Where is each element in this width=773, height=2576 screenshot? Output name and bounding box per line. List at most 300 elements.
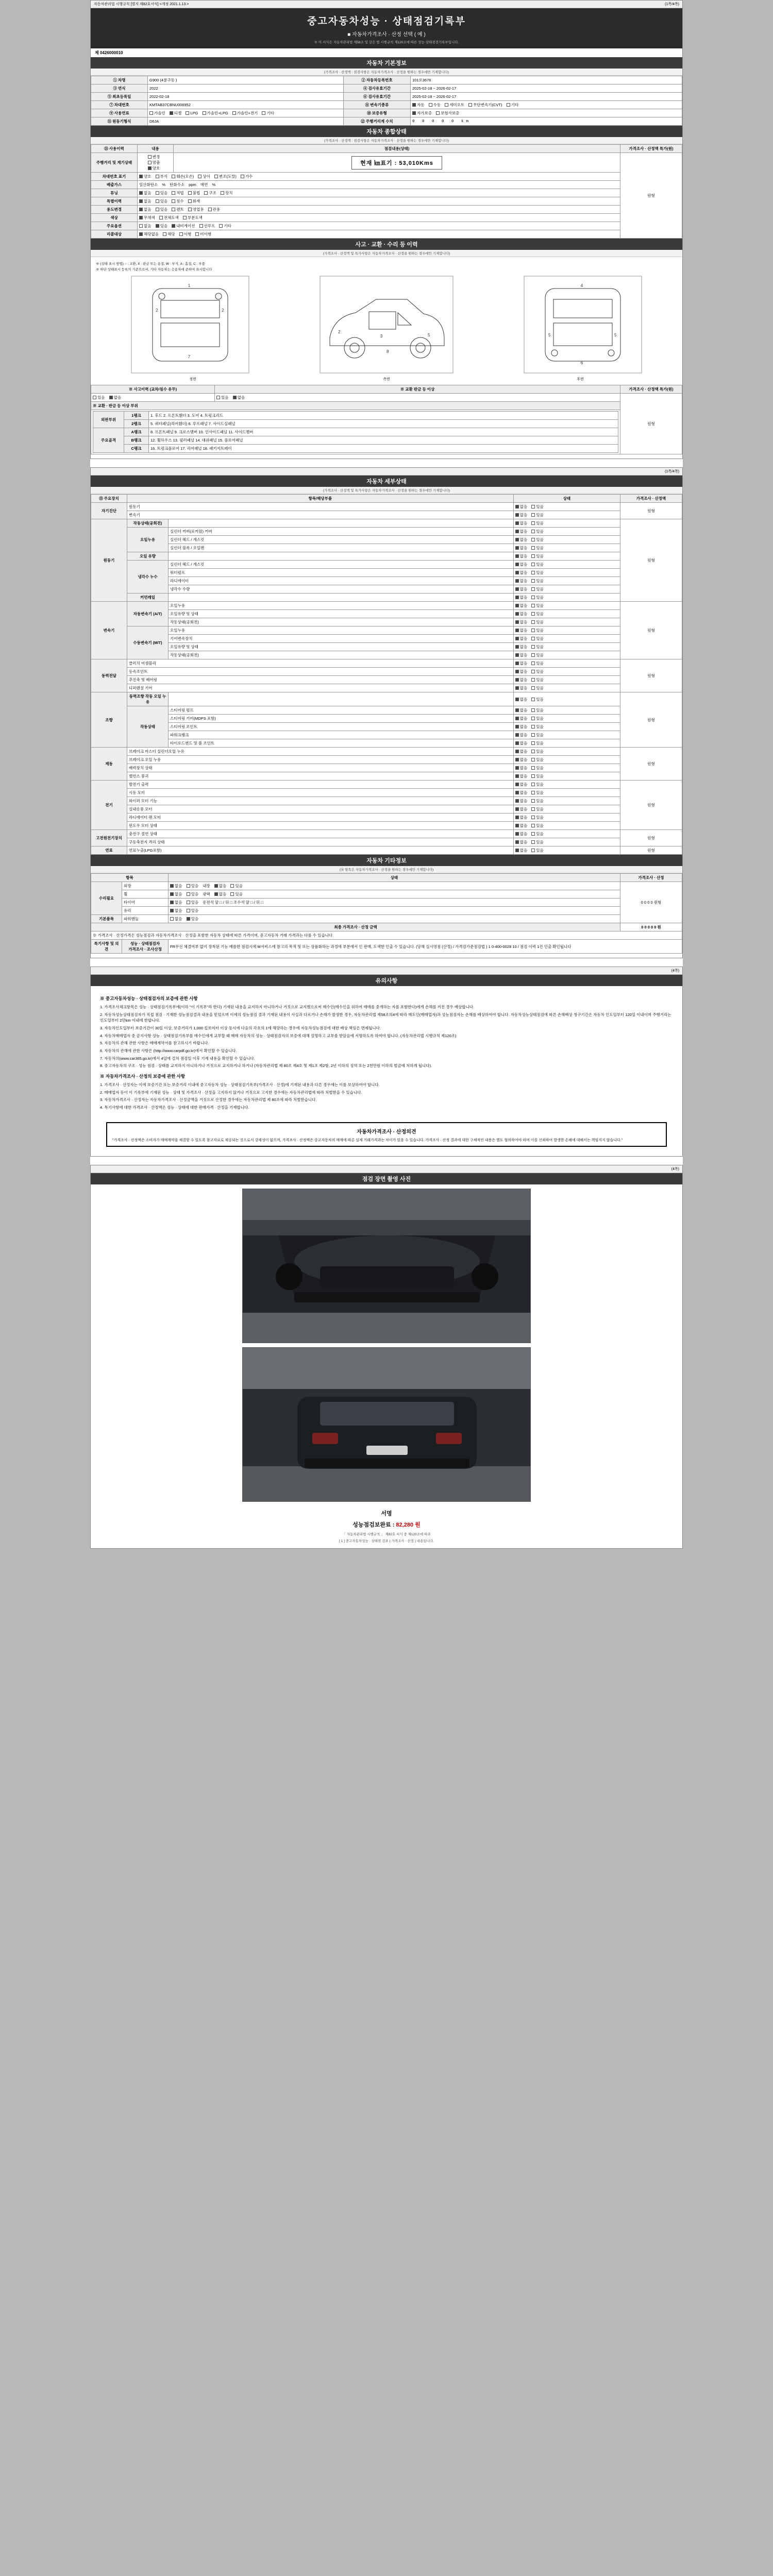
checkbox-vin-good[interactable]: 양호	[139, 174, 152, 179]
notice-item: 2. 자동차성능상태점검자가 직접 점검 · 기재한 성능점검결과 내용을 믿었으며 이에의 성능점검 결과 기재된 내용이 사실과 다르거나 손해가 발생한 경우, 자동차관리법 제58조의4에 따라 매도인(매매업자)과 성능점검자는 손해를 배상하여야 합니다. 자동차성능상태점검에 따른 손해배상 청구기간은 자동차 인도일부터 120일 이내이며 주행거리는 인도일부터 2만km 이내에 한합니다.	[100, 1012, 671, 1023]
final-price-value: 0 0 0 0 0 원	[620, 923, 682, 931]
document-number-label: 제	[95, 50, 99, 55]
checkbox-tire-none[interactable]: 없음	[170, 900, 182, 905]
checkbox-polish-none[interactable]: 없음	[214, 891, 227, 897]
table-row	[91, 626, 682, 635]
overall-row-label-tuning: 튜닝	[91, 189, 138, 197]
overall-row-label-color: 색상	[91, 214, 138, 222]
checkbox-state-yes[interactable]: 있음	[531, 685, 544, 691]
document-number-row	[91, 48, 682, 57]
checkbox-state-yes[interactable]: 있음	[531, 603, 544, 608]
detail-price-transmission: 원형	[620, 602, 682, 659]
checkbox-state-none[interactable]: 없음	[170, 883, 182, 889]
checkbox-state-yes[interactable]: 있음	[531, 628, 544, 633]
notice-item: 6. 자동차의 관해에 관한 사항은 (http://www.carpdf.go.kr)에서 확인할 수 있습니다.	[100, 1048, 237, 1053]
checkbox-state-none[interactable]: 없음	[515, 790, 528, 795]
basic-value-firstreg: 2022-02-18	[148, 93, 344, 101]
table-row	[91, 536, 682, 544]
checkbox-state-none[interactable]: 없음	[515, 644, 528, 650]
checkbox-recall-done[interactable]: 이행	[179, 231, 192, 237]
detail-state-fuelleak	[513, 846, 620, 855]
detail-price-engine: 원형	[620, 519, 682, 602]
checkbox-mileage-stopped[interactable]: 멈춤	[148, 160, 160, 165]
checkbox-color-original[interactable]: 무채색	[139, 215, 155, 221]
table-row	[91, 117, 682, 126]
checkbox-warranty-insurance[interactable]: 보험사보증	[436, 110, 459, 116]
table-row	[91, 101, 682, 109]
frame-tier-c: C랭크	[124, 445, 149, 453]
checkbox-usechange-yes[interactable]: 있음	[156, 207, 168, 212]
checkbox-tuning-legal[interactable]: 적법	[172, 190, 184, 196]
damage-diagram-area	[91, 257, 682, 385]
checkbox-fuel-gas-electric[interactable]: 가솔린+전기	[232, 110, 258, 116]
detail-sub-oilamount: 오일 유량	[127, 552, 169, 561]
checkbox-state-yes[interactable]: 있음	[531, 782, 544, 787]
checkbox-state-yes[interactable]: 있음	[531, 562, 544, 567]
checkbox-state-yes[interactable]: 있음	[531, 724, 544, 730]
basic-label-year: ③ 연식	[91, 84, 148, 93]
svg-text:2: 2	[156, 308, 158, 313]
checkbox-state-none[interactable]: 없음	[515, 831, 528, 837]
checkbox-state-yes[interactable]: 있음	[531, 765, 544, 771]
detail-group-fuel: 연료	[91, 846, 127, 855]
checkbox-vin-altered[interactable]: 변조(도말)	[214, 174, 237, 179]
basic-value-carname: G900 (4륜구동 )	[148, 76, 344, 84]
checkbox-state-yes[interactable]: 있음	[531, 644, 544, 650]
odometer-reading: 현재 ㎞표기 : 53,010Kms	[351, 156, 442, 170]
other-item-exterior: 외장	[122, 882, 169, 890]
detail-sub-mt: 수동변속기 (M/T)	[127, 626, 169, 659]
checkbox-state-none[interactable]: 없음	[515, 798, 528, 804]
accident-price-value: 원형	[620, 394, 682, 454]
checkbox-state-yes[interactable]: 있음	[531, 823, 544, 828]
detail-item-clutch: 클러치 어셈블리	[127, 659, 514, 668]
checkbox-state-none[interactable]: 없음	[515, 773, 528, 779]
overall-row-value-color	[138, 214, 620, 222]
checkbox-state-none[interactable]: 없음	[515, 749, 528, 754]
checkbox-transmission-cvt[interactable]: 무단변속기(CVT)	[468, 102, 502, 108]
detail-state-cylinderhead	[513, 536, 620, 544]
other-group-repair: 수리필요	[91, 882, 122, 915]
car-diagram-row	[96, 273, 677, 377]
detail-item-radiator: 라디에이터	[169, 577, 514, 585]
table-row	[91, 890, 682, 899]
checkbox-state-none[interactable]: 없음	[170, 891, 182, 897]
checkbox-state-none[interactable]: 없음	[515, 823, 528, 828]
checkbox-usechange-none[interactable]: 없음	[139, 207, 152, 212]
table-row	[91, 402, 682, 410]
appraisal-opinion-title: 자동차가격조사 · 산정의견	[357, 1129, 416, 1136]
checkbox-state-yes[interactable]: 있음	[531, 611, 544, 617]
table-row	[91, 715, 682, 723]
svg-text:1: 1	[188, 283, 191, 288]
detail-sub-at: 자동변속기 (A/T)	[127, 602, 169, 626]
checkbox-state-yes[interactable]: 있음	[187, 891, 199, 897]
checkbox-state-yes[interactable]: 있음	[531, 716, 544, 721]
checkbox-state-none[interactable]: 없음	[515, 553, 528, 559]
document-number-value: 0426000010	[99, 50, 123, 55]
checkbox-interior-none[interactable]: 없음	[214, 883, 227, 889]
emission-hc-unit: ppm	[189, 182, 196, 187]
other-col-price: 가격조사 · 산정	[620, 874, 682, 882]
basic-label-carname: ① 차명	[91, 76, 148, 84]
checkbox-vin-corrosion[interactable]: 부식	[156, 174, 168, 179]
checkbox-state-none[interactable]: 없음	[515, 628, 528, 633]
detail-item-balance: 밸런스 붕괴	[127, 772, 514, 781]
table-row	[91, 651, 682, 659]
page-number-2: (1쪽/4쪽)	[665, 470, 679, 473]
frame-tier-a: A랭크	[124, 428, 149, 436]
checkbox-state-none[interactable]: 없음	[515, 660, 528, 666]
checkbox-state-yes[interactable]: 있음	[531, 545, 544, 551]
checkbox-state-none[interactable]: 없음	[515, 545, 528, 551]
basic-value-transmission	[411, 101, 682, 109]
inspection-fee-row	[91, 1518, 682, 1531]
checkbox-color-partial-repaint[interactable]: 부분도색	[183, 215, 203, 221]
checkbox-usechange-rent[interactable]: 렌트	[172, 207, 184, 212]
checkbox-state-yes[interactable]: 있음	[531, 595, 544, 600]
checkbox-state-yes[interactable]: 있음	[531, 848, 544, 853]
checkbox-state-none[interactable]: 없음	[515, 636, 528, 641]
detail-item-steering-oilleak	[169, 692, 514, 706]
rear-view-photo	[242, 1347, 531, 1502]
detail-state-balance	[513, 772, 620, 781]
checkbox-state-yes[interactable]: 있음	[531, 773, 544, 779]
checkbox-state-yes[interactable]: 있음	[531, 586, 544, 592]
checkbox-state-none[interactable]: 없음	[515, 595, 528, 600]
inspection-fee-label: 성능점검보완료 :	[352, 1522, 395, 1529]
basic-label-platenumber: ② 자동차등록번호	[344, 76, 411, 84]
detail-col-state: 상태	[513, 495, 620, 503]
svg-text:3: 3	[380, 334, 383, 338]
checkbox-state-yes[interactable]: 있음	[187, 883, 199, 889]
detail-item-mastercylinder: 브레이크 마스터 실린더오일 누유	[127, 748, 514, 756]
checkbox-tuning-none[interactable]: 없음	[139, 190, 152, 196]
checkbox-transmission-auto[interactable]: 자동	[412, 102, 425, 108]
checkbox-state-none[interactable]: 없음	[515, 669, 528, 674]
checkbox-state-yes[interactable]: 있음	[531, 707, 544, 713]
basic-info-table	[91, 76, 682, 126]
checkbox-state-yes[interactable]: 있음	[531, 677, 544, 683]
checkbox-state-none[interactable]: 없음	[515, 619, 528, 625]
detail-item-at-oilamount: 오일유량 및 상태	[169, 610, 514, 618]
checkbox-state-none[interactable]: 없음	[515, 707, 528, 713]
table-row	[91, 706, 682, 715]
checkbox-state-none[interactable]: 없음	[515, 740, 528, 746]
checkbox-state-none[interactable]: 없음	[515, 603, 528, 608]
other-item-wheel: 휠	[122, 890, 169, 899]
table-row	[91, 394, 682, 402]
checkbox-state-yes[interactable]: 있음	[531, 697, 544, 702]
detail-state-mt-oilleak	[513, 626, 620, 635]
checkbox-fuel-gasoline[interactable]: 가솔린	[149, 110, 165, 116]
detail-state-alternator	[513, 781, 620, 789]
emission-co-label: 일산화탄소	[139, 182, 158, 187]
overall-state-table	[91, 144, 682, 239]
checkbox-state-none[interactable]: 없음	[515, 765, 528, 771]
frame-tier-2: 2랭크	[124, 420, 149, 428]
checkbox-tuning-structure[interactable]: 구조	[204, 190, 216, 196]
detail-state-steering-oilleak	[513, 692, 620, 706]
final-price-label: 최종 가격조사 · 산정 금액	[91, 923, 620, 931]
checkbox-mileage-changed[interactable]: 변경	[148, 154, 160, 160]
checkbox-state-none[interactable]: 없음	[515, 697, 528, 702]
overall-row-value-recall	[138, 230, 620, 239]
checkbox-powerhandle-yes[interactable]: 있음	[187, 916, 199, 922]
checkbox-glass-none[interactable]: 없음	[170, 908, 182, 913]
checkbox-state-none[interactable]: 없음	[515, 848, 528, 853]
checkbox-warranty-self[interactable]: 자가보증	[412, 110, 432, 116]
checkbox-state-none[interactable]: 없음	[515, 782, 528, 787]
checkbox-exchange-yes[interactable]: 있음	[216, 395, 229, 400]
detail-item-oilamount	[169, 552, 514, 561]
checkbox-recall-applicable[interactable]: 해당	[163, 231, 175, 237]
checkbox-special-none[interactable]: 없음	[139, 198, 152, 204]
checkbox-state-yes[interactable]: 있음	[531, 570, 544, 575]
checkbox-special-flood[interactable]: 침수	[172, 198, 184, 204]
checkbox-state-none[interactable]: 없음	[515, 537, 528, 543]
checkbox-state-yes[interactable]: 있음	[531, 504, 544, 510]
checkbox-interior-yes[interactable]: 있음	[230, 883, 243, 889]
checkbox-state-none[interactable]: 없음	[515, 757, 528, 762]
svg-text:2: 2	[222, 308, 224, 313]
checkbox-state-none[interactable]: 없음	[515, 677, 528, 683]
section-title-notice: 유의사항	[91, 975, 682, 986]
detail-state-table	[91, 494, 682, 855]
checkbox-state-yes[interactable]: 있음	[531, 529, 544, 534]
checkbox-state-none[interactable]: 없음	[515, 611, 528, 617]
frame-group-main: 주요골격	[93, 428, 124, 453]
checkbox-usechange-business[interactable]: 영업용	[188, 207, 204, 212]
table-row	[91, 618, 682, 626]
overall-mileage-display	[174, 153, 620, 173]
table-row	[91, 789, 682, 797]
table-row	[91, 93, 682, 101]
overall-row-label-usechange: 용도변경	[91, 206, 138, 214]
table-row	[91, 181, 682, 189]
other-state-wheel	[169, 890, 620, 899]
checkbox-state-yes[interactable]: 있음	[531, 520, 544, 526]
detail-group-powertrain: 동력전달	[91, 659, 127, 692]
checkbox-state-none[interactable]: 없음	[515, 562, 528, 567]
exchange-history-label: ※ 교환 판금 등 이상	[215, 385, 620, 394]
checkbox-state-yes[interactable]: 있음	[531, 512, 544, 518]
checkbox-state-none[interactable]: 없음	[515, 504, 528, 510]
checkbox-special-yes[interactable]: 있음	[156, 198, 168, 204]
table-row	[91, 585, 682, 594]
detail-item-at-oilleak: 오일누유	[169, 602, 514, 610]
checkbox-state-yes[interactable]: 있음	[531, 740, 544, 746]
table-row	[91, 838, 682, 846]
basic-value-vin: KMTAB37CBNU006952	[148, 101, 344, 109]
checkbox-vin-damage[interactable]: 훼손(오손)	[172, 174, 194, 179]
checkbox-accident-yes[interactable]: 있음	[93, 395, 105, 400]
emission-co-unit: %	[162, 182, 165, 187]
checkbox-state-yes[interactable]: 있음	[531, 732, 544, 738]
basic-value-year: 2022	[148, 84, 344, 93]
checkbox-polish-yes[interactable]: 있음	[230, 891, 243, 897]
detail-col-part: 항목/해당부품	[127, 495, 514, 503]
checkbox-transmission-semiauto[interactable]: 세미오토	[445, 102, 464, 108]
checkbox-vin-added[interactable]: 가수	[241, 174, 253, 179]
view-label-front: 정면	[189, 378, 196, 381]
detail-item-steering-pump: 스티어링 펌프	[169, 706, 514, 715]
checkbox-state-none[interactable]: 없음	[515, 529, 528, 534]
checkbox-state-none[interactable]: 없음	[515, 815, 528, 820]
table-row	[91, 882, 682, 890]
other-state-exterior	[169, 882, 620, 890]
detail-state-mt-gearshift	[513, 635, 620, 643]
checkbox-state-yes[interactable]: 있음	[531, 660, 544, 666]
checkbox-mileage-good[interactable]: 양호	[148, 165, 160, 171]
section-title-accident: 사고 · 교환 · 수리 등 이력	[91, 239, 682, 250]
detail-state-oilamount	[513, 552, 620, 561]
checkbox-transmission-etc[interactable]: 기타	[507, 102, 519, 108]
checkbox-color-full-repaint[interactable]: 전체도색	[159, 215, 179, 221]
overall-col-state: 점검내용(상태)	[174, 145, 620, 153]
checkbox-state-yes[interactable]: 있음	[531, 757, 544, 762]
table-row	[91, 153, 682, 173]
checkbox-fuel-etc[interactable]: 기타	[262, 110, 274, 116]
checkbox-transmission-manual[interactable]: 수동	[429, 102, 441, 108]
detail-item-blowermotor: 실내송풍 모터	[127, 805, 514, 814]
table-row	[91, 173, 682, 181]
checkbox-state-none[interactable]: 없음	[515, 724, 528, 730]
detail-col-device: ⑮ 주요장치	[91, 495, 127, 503]
checkbox-tuning-device[interactable]: 장치	[221, 190, 233, 196]
checkbox-state-yes[interactable]: 있음	[531, 815, 544, 820]
notice-sub-item: 1. 가격조사 · 산정자는 이에 보증기간 또는 보증거리 이내에 중고자동차 성능 · 상태점검기록부(가격조사 · 산정)에 기재된 내용과 다른 경우에는 이를 보상하여야 합니다.	[100, 1082, 380, 1087]
svg-text:4: 4	[580, 283, 583, 288]
checkbox-state-yes[interactable]: 있음	[531, 749, 544, 754]
detail-state-radiatorfan	[513, 814, 620, 822]
checkbox-recall-notdone[interactable]: 미이행	[195, 231, 211, 237]
checkbox-tuning-illegal[interactable]: 불법	[188, 190, 200, 196]
detail-sub-steering-operation: 작동상태	[127, 706, 169, 748]
detail-group-engine: 원동기	[91, 519, 127, 602]
checkbox-state-none[interactable]: 없음	[515, 570, 528, 575]
checkbox-vin-different[interactable]: 상이	[198, 174, 210, 179]
checkbox-recall-na[interactable]: 해당없음	[139, 231, 159, 237]
checkbox-accident-no[interactable]: 없음	[109, 395, 122, 400]
detail-item-mt-oilleak: 오일누유	[169, 626, 514, 635]
checkbox-state-yes[interactable]: 있음	[531, 619, 544, 625]
checkbox-options-sunroof[interactable]: 선루프	[199, 223, 215, 229]
basic-label-enginetype: ⑪ 원동기형식	[91, 117, 148, 126]
table-row	[91, 822, 682, 830]
checkbox-usechange-government[interactable]: 관용	[208, 207, 221, 212]
detail-state-tierodend	[513, 739, 620, 748]
checkbox-state-none[interactable]: 없음	[515, 586, 528, 592]
detail-price-selfdiagnosis: 원형	[620, 503, 682, 519]
notice-item: 3. 자동차인도일부터 보증기간이 30일 이상, 보증거리가 1,000 킬로미터 이상 동시에 다음의 각호의 1에 해당하는 경우에 자동차성능점검에 대한 배상 책임은 면제됩니다.	[100, 1026, 381, 1031]
checkbox-special-fire[interactable]: 화재	[188, 198, 200, 204]
checkbox-state-yes[interactable]: 있음	[531, 553, 544, 559]
checkbox-fuel-gas-lpg[interactable]: 가솔린+LPG	[203, 110, 228, 116]
checkbox-state-yes[interactable]: 있음	[531, 790, 544, 795]
checkbox-state-yes[interactable]: 있음	[531, 652, 544, 658]
checkbox-powerhandle-none[interactable]: 없음	[170, 916, 182, 922]
section-subtitle-overall: (가격조사 · 산정액 : 점검사항은 자동차가격조사 · 산정을 원하는 경우에만 기재합니다)	[91, 137, 682, 144]
table-row	[91, 923, 682, 931]
checkbox-state-none[interactable]: 없음	[515, 652, 528, 658]
checkbox-state-none[interactable]: 없음	[515, 520, 528, 526]
checkbox-state-yes[interactable]: 있음	[531, 806, 544, 812]
checkbox-state-yes[interactable]: 있음	[531, 669, 544, 674]
checkbox-tuning-yes[interactable]: 있음	[156, 190, 168, 196]
detail-price-electric: 원형	[620, 781, 682, 830]
checkbox-fuel-lpg[interactable]: LPG	[186, 111, 198, 115]
checkbox-state-yes[interactable]: 있음	[531, 578, 544, 584]
emission-smoke-label: 매연	[200, 182, 208, 187]
table-row	[91, 931, 682, 940]
svg-text:6: 6	[580, 361, 583, 365]
table-row	[91, 756, 682, 764]
page-number-3: (4쪽)	[671, 969, 679, 973]
checkbox-state-none[interactable]: 없음	[515, 512, 528, 518]
sheet-page-4	[90, 1165, 683, 1549]
checkbox-options-none[interactable]: 없음	[139, 223, 152, 229]
table-row	[91, 781, 682, 789]
detail-item-coolant-head: 실린더 헤드 / 개스킷	[169, 561, 514, 569]
checkbox-glass-yes[interactable]: 있음	[187, 908, 199, 913]
basic-label-warranty: ⑩ 보증유형	[344, 109, 411, 117]
checkbox-options-navigation[interactable]: 내비게이션	[172, 223, 195, 229]
table-row	[93, 436, 618, 445]
checkbox-exchange-no[interactable]: 없음	[233, 395, 245, 400]
checkbox-state-yes[interactable]: 있음	[531, 537, 544, 543]
section-subtitle-basic: (가격조사 · 산정액 : 점검사항은 자동차가격조사 · 산정을 원하는 경우에만 기재합니다)	[91, 69, 682, 76]
view-label-side: 측면	[383, 378, 390, 381]
checkbox-state-none[interactable]: 없음	[515, 732, 528, 738]
checkbox-options-yes[interactable]: 있음	[156, 223, 168, 229]
checkbox-fuel-diesel[interactable]: 디젤	[170, 110, 182, 116]
inspection-fee-value: 82,280 원	[396, 1522, 421, 1529]
detail-item-wipermotor: 와이퍼 모터 기능	[127, 797, 514, 805]
checkbox-state-yes[interactable]: 있음	[531, 636, 544, 641]
checkbox-options-etc[interactable]: 기타	[219, 223, 231, 229]
checkbox-tire-yes[interactable]: 있음	[187, 900, 199, 905]
checkbox-state-none[interactable]: 없음	[515, 685, 528, 691]
section-title-basic: 자동차 기본정보	[91, 57, 682, 69]
overall-row-value-vinmark	[138, 173, 620, 181]
other-col-item: 항목	[91, 874, 169, 882]
checkbox-state-yes[interactable]: 있음	[531, 831, 544, 837]
detail-item-cylinderblock: 실린더 블록 / 오일팬	[169, 544, 514, 552]
form-header-note-2	[91, 468, 682, 476]
detail-price-brake: 원형	[620, 748, 682, 781]
page-number-1: (1쪽/4쪽)	[665, 3, 679, 6]
tire-position-detail: 운전석 앞 □ / 뒤 □ 조수석 앞 □ / 뒤 □	[203, 900, 263, 905]
detail-state-at-oilleak	[513, 602, 620, 610]
other-col-state: 상태	[169, 874, 620, 882]
detail-item-cvjoint: 등속조인트	[127, 668, 514, 676]
overall-row-value-special	[138, 197, 620, 206]
checkbox-state-yes[interactable]: 있음	[531, 839, 544, 845]
checkbox-state-none[interactable]: 없음	[515, 716, 528, 721]
document-subtitle: ■ 자동차가격조사 · 산정 선택 ( 예 )	[347, 32, 426, 38]
checkbox-state-none[interactable]: 없음	[515, 578, 528, 584]
frame-tier-2-items: 5. 쿼터패널(리어휀더) 6. 루프패널 7. 사이드실패널	[149, 420, 618, 428]
checkbox-state-none[interactable]: 없음	[515, 839, 528, 845]
detail-state-clutch	[513, 659, 620, 668]
appraisal-opinion-text: "가격조사 · 산정액은 소비자가 매매계약을 체결할 수 있도록 참고자료로 제공되는 것으로서 강제성이 없으며, 가격조사 · 산정액은 중고자동차의 매매에 따른 실제 거래가격과는 차이가 있을 수 있습니다. 가격조사 · 산정 결과에 대한 구체적인 내용은 별도 협의하여야 하며 이를 신뢰하여 발생한 손해에 대해서는 책임지지 않습니다."	[112, 1139, 623, 1143]
basic-label-inspection2: ⑥ 검사유효기간	[344, 93, 411, 101]
checkbox-state-yes[interactable]: 있음	[531, 798, 544, 804]
checkbox-state-none[interactable]: 없음	[515, 806, 528, 812]
section-title-photos: 점검 장면 촬영 사진	[91, 1173, 682, 1184]
table-row	[91, 206, 682, 214]
